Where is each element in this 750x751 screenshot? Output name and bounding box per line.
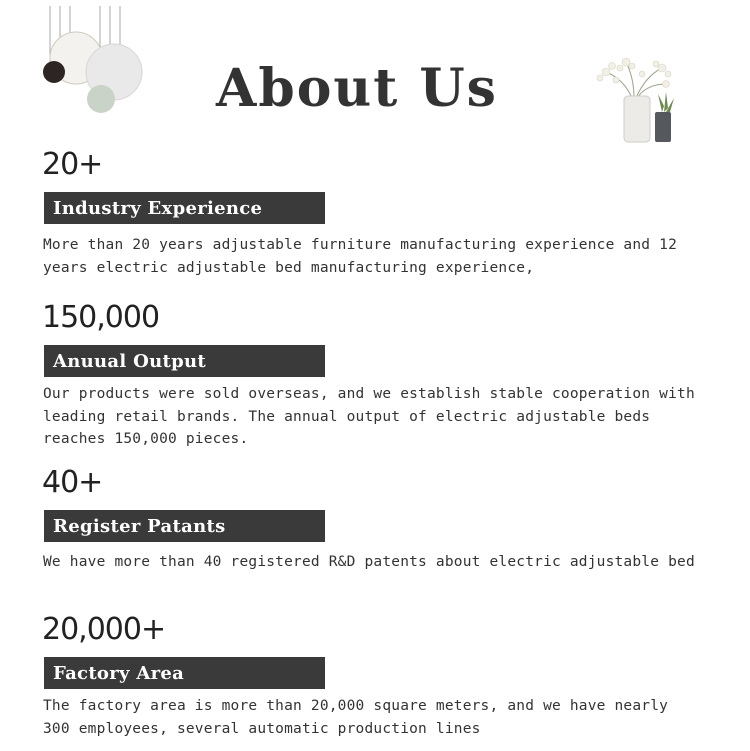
section-description: We have more than 40 registered R&D patents about electric adjustable bed [43,554,695,570]
section-heading-bar [44,657,325,689]
section-heading: Anuual Output [53,350,206,372]
section-heading-bar [44,192,325,224]
stat-value: 150,000 [42,300,160,335]
section-heading: Register Patants [53,515,226,537]
section-description: Our products were sold overseas, and we establish stable cooperation with leading retail brands. The annual output of electric adjustable beds reaches 150,000 pieces. [43,386,695,447]
page-title: About Us [216,58,498,119]
section-description: More than 20 years adjustable furniture manufacturing experience and 12 years electric adjustable bed manufacturing experience, [43,237,678,276]
stat-value: 40+ [42,465,103,500]
section-heading-bar [44,510,325,542]
section-heading-bar [44,345,325,377]
stat-value: 20,000+ [42,612,166,647]
section-heading: Factory Area [53,662,185,684]
section-heading: Industry Experience [53,197,263,219]
section-description: The factory area is more than 20,000 square meters, and we have nearly 300 employees, several automatic production lines [43,698,669,737]
stat-value: 20+ [42,147,103,182]
